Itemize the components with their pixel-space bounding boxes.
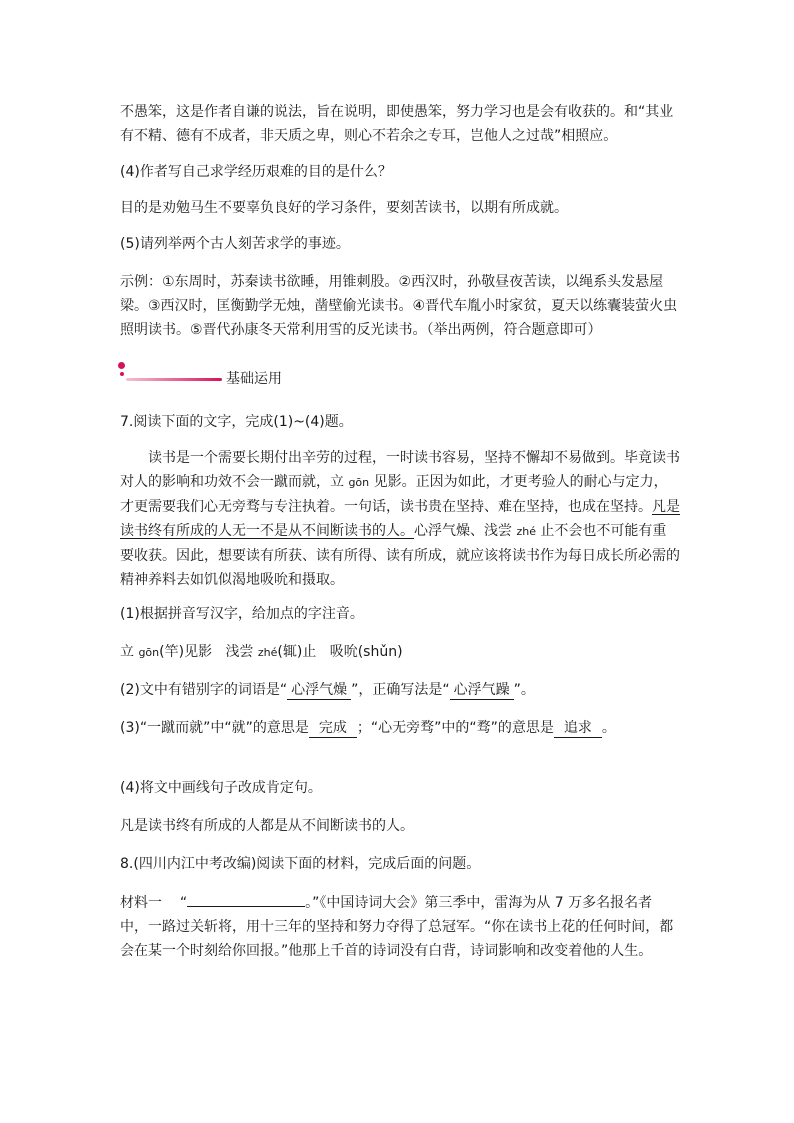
q5-answer: 示例：①东周时，苏秦读书欲睡，用锥刺股。②西汉时，孙敬昼夜苦读，以绳系头发悬屋梁。③西汉时，匡衡勤学无烛，凿壁偷光读书。④晋代车胤小时家贫，夏天以练囊装萤火虫照明读书。⑤晋代孙康冬天常利用雪的反光读书。（举出两例，符合题意即可） [120, 274, 678, 338]
q7-sub1-question: (1)根据拼音写汉字，给加点的字注音。 [120, 606, 364, 622]
question-text: 。 [601, 720, 616, 736]
answer-blank: 心浮气躁 [450, 681, 514, 700]
decorative-dot-icon [118, 362, 125, 369]
answer-text: 吸吮(shǔn) [329, 644, 403, 660]
q7-stem: 7.阅读下面的文字，完成(1)~(4)题。 [120, 414, 353, 430]
q8-material [120, 890, 680, 963]
answer-blank: 心浮气燥 [287, 681, 351, 700]
answer-text: (辄)止 [277, 644, 317, 660]
answer-text: 浅尝 [225, 644, 258, 660]
question-text: (2)文中有错别字的词语是“ [120, 682, 288, 698]
decorative-line [126, 378, 222, 381]
material-text: 。”《中国诗词大会》第三季中，雷海为从 7 万多名报名者中，一路过关斩将，用十三年的坚持和努力夺得了总冠军。“你在读书上花的任何时间，都会在某一个时刻给你回报。”他那上千首的诗词没有白背，诗词影响和改变着他的人生。 [120, 895, 674, 959]
question-text: ；“心无旁骛”中的“骛”的意思是 [356, 720, 554, 736]
question-text: ”，正确写法是“ [351, 682, 450, 698]
passage-text: 见影。正因为如此，才更考验人的耐心与定力，才更需要我们心无旁骛与专注执着。一句话，读书贵在坚持、难在坚持，也成在坚持。 [120, 474, 668, 515]
answer-blank: 完成 [309, 719, 357, 738]
q7-sub2 [120, 678, 680, 702]
pinyin: gōn [348, 476, 370, 489]
pinyin: gōn [138, 646, 160, 659]
pinyin: zhé [257, 646, 278, 659]
passage-text: 止不会也不可能有重要收获。因此，想要读有所获、读有所得、读有所成，就应该将读书作为每日成长所必需的精神养料去如饥似渴地吸吮和摄取。 [120, 523, 680, 588]
q8-stem: 8.(四川内江中考改编)阅读下面的材料，完成后面的问题。 [120, 856, 481, 872]
question-text: (3)“一蹴而就”中“就”的意思是 [120, 720, 309, 736]
pinyin: zhé [516, 525, 536, 538]
material-label: 材料一 [120, 895, 162, 911]
fill-in-blank[interactable] [187, 890, 305, 907]
answer-text: (竿)见影 [159, 644, 213, 660]
underlined-sentence: 凡是读书终有所成的人无一不是从不间断读书的人。 [120, 499, 680, 539]
q5-question: (5)请列举两个古人刻苦求学的事迹。 [120, 236, 350, 252]
top-paragraph: 不愚笨，这是作者自谦的说法，旨在说明，即使愚笨，努力学习也是会有收获的。和“其业有不精、德有不成者，非天质之卑，则心不若余之专耳，岂他人之过哉”相照应。 [120, 104, 674, 144]
answer-blank: 追求 [554, 719, 602, 738]
question-text: ”。 [513, 682, 535, 698]
q7-sub4-question: (4)将文中画线句子改成肯定句。 [120, 780, 322, 796]
q4-answer: 目的是劝勉马生不要辜负良好的学习条件，要刻苦读书，以期有所成就。 [120, 200, 568, 216]
q7-sub1-answer [120, 640, 680, 665]
answer-text: 立 [120, 644, 139, 660]
passage-text: 心浮气燥、浅尝 [414, 523, 517, 539]
decorative-dot-icon [120, 372, 124, 376]
q7-passage [120, 446, 680, 592]
section-header [118, 362, 318, 392]
q7-sub4-answer: 凡是读书终有所成的人都是从不间断读书的人。 [120, 818, 414, 834]
section-title: 基础运用 [226, 371, 282, 387]
q4-question: (4)作者写自己求学经历艰难的目的是什么？ [120, 164, 392, 180]
material-text: “ [179, 895, 188, 911]
q7-sub3 [120, 716, 680, 740]
passage-text: 读书是一个需要长期付出辛劳的过程，一时读书容易，坚持不懈却不易做到。毕竟读书对人的影响和功效不会一蹴而就，立 [120, 450, 680, 490]
